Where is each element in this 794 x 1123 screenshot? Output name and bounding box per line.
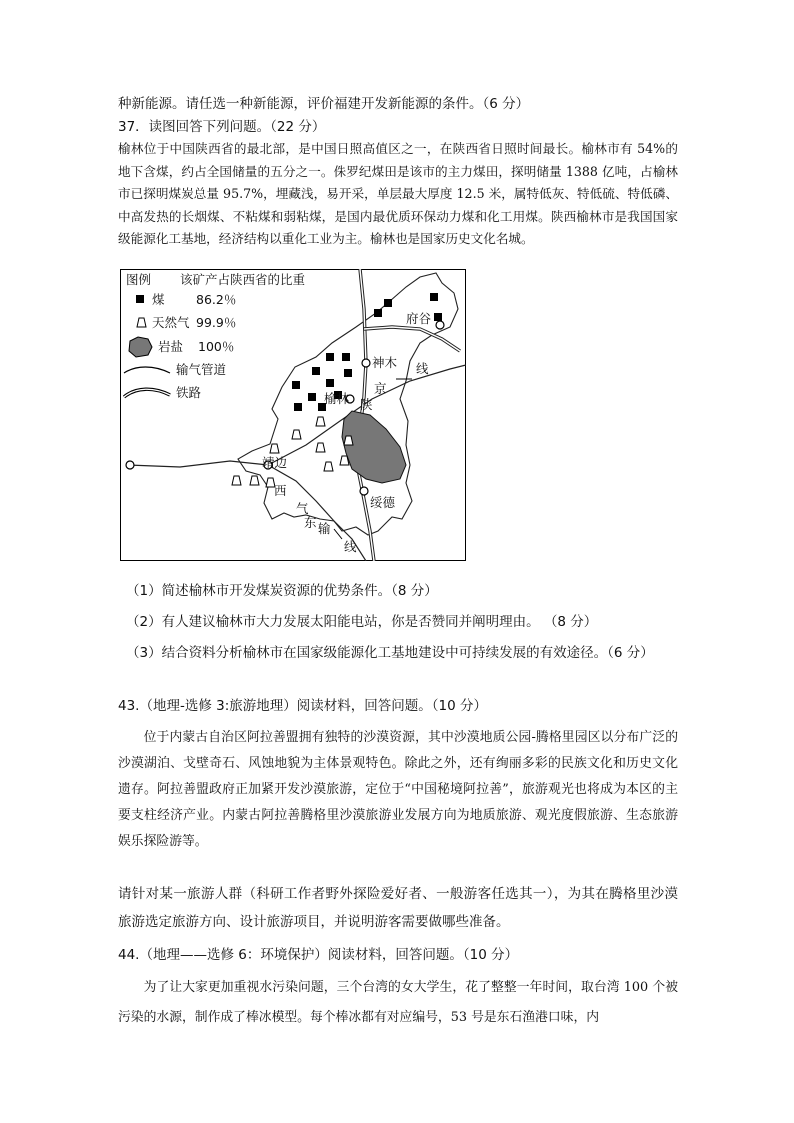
legend-salt-value: 100％ xyxy=(198,339,235,354)
legend-title: 图例 xyxy=(126,272,152,287)
city-suide: 绥德 xyxy=(370,495,396,510)
city-shenmu: 神木 xyxy=(372,355,398,370)
legend-coal-value: 86.2％ xyxy=(196,292,237,307)
gas-trapezoid-icon xyxy=(137,318,146,327)
city-jingbian: 靖边 xyxy=(262,455,288,470)
city-yulin: 榆林 xyxy=(324,391,350,406)
legend-coal-name: 煤 xyxy=(152,292,165,307)
q37-title: 37．读图回答下列问题。（22 分） xyxy=(118,119,326,135)
q37-question-3: （3）结合资料分析榆林市在国家级能源化工基地建设中可持续发展的有效途径。（6 分） xyxy=(126,645,654,661)
route-label-xi: 西 xyxy=(274,483,287,498)
route-label-shu: 输 xyxy=(318,521,331,536)
q44-material: 为了让大家更加重视水污染问题，三个台湾的女大学生，花了整整一年时间，取台湾 100 个被污染的水源，制作成了棒冰模型。每个棒冰都有对应编号，53 号是东石渔港口味，内 xyxy=(118,980,678,1025)
legend-gas-value: 99.9％ xyxy=(196,315,237,330)
legend-gas-name: 天然气 xyxy=(152,315,190,330)
map-svg xyxy=(120,269,466,561)
q43-material: 位于内蒙古自治区阿拉善盟拥有独特的沙漠资源，其中沙漠地质公园-腾格里园区以分布广泛的沙漠湖泊、戈壁奇石、风蚀地貌为主体景观特色。除此之外，还有绚丽多彩的民族文化和历史文化遗存。阿拉善盟政府正加紧开发沙漠旅游，定位于“中国秘境阿拉善”，旅游观光也将成为本区的主要支柱经济产业。内蒙古阿拉善腾格里沙漠旅游业发展方向为地质旅游、观光度假旅游、生态旅游娱乐探险游等。 xyxy=(118,730,678,849)
yulin-map xyxy=(120,269,466,561)
q37-question-1: （1）简述榆林市开发煤炭资源的优势条件。（8 分） xyxy=(126,583,438,599)
q43-title: 43.（地理-选修 3:旅游地理）阅读材料，回答问题。（10 分） xyxy=(118,698,487,714)
rock-salt-blob-icon xyxy=(129,337,152,357)
route-label-qi: 气 xyxy=(296,501,309,516)
route-label-xian-top: 线 xyxy=(416,361,429,376)
route-label-jing: 京 xyxy=(374,381,387,396)
q44-title: 44.（地理——选修 6：环境保护）阅读材料，回答问题。（10 分） xyxy=(118,947,519,963)
legend-pipeline-name: 输气管道 xyxy=(176,362,227,377)
legend-salt-name: 岩盐 xyxy=(158,339,184,354)
route-label-dong: 东 xyxy=(304,515,317,530)
route-label-xian-bottom: 线 xyxy=(344,539,357,554)
route-label-shaan: 陕 xyxy=(360,397,373,412)
legend-subtitle: 该矿产占陕西省的比重 xyxy=(180,272,306,287)
q37-material: 榆林位于中国陕西省的最北部，是中国日照高值区之一，在陕西省日照时间最长。榆林市有 54%的地下含煤，约占全国储量的五分之一。侏罗纪煤田是该市的主力煤田，探明储量 1388 亿吨，占榆林市已探明煤炭总量 95.7%，埋藏浅，易开采，单层最大厚度 12.5 米，属特低灰、特低硫、特低磷、中高发热的长烟煤、不粘煤和弱粘煤，是国内最优质环保动力煤和化工用煤。陕西榆林市是我国国家级能源化工基地，经济结构以重化工业为主。榆林也是国家历史文化名城。 xyxy=(118,141,678,247)
q37-question-2: （2）有人建议榆林市大力发展太阳能电站，你是否赞同并阐明理由。 （8 分） xyxy=(126,614,598,630)
q43-task: 请针对某一旅游人群（科研工作者野外探险爱好者、一般游客任选其一），为其在腾格里沙漠旅游选定旅游方向、设计旅游项目，并说明游客需要做哪些准备。 xyxy=(118,886,678,930)
coal-square-icon xyxy=(136,295,144,303)
q36-tail: 种新能源。请任选一种新能源，评价福建开发新能源的条件。（6 分） xyxy=(118,96,530,112)
legend-railway-name: 铁路 xyxy=(176,385,202,400)
city-fugu: 府谷 xyxy=(406,311,432,326)
